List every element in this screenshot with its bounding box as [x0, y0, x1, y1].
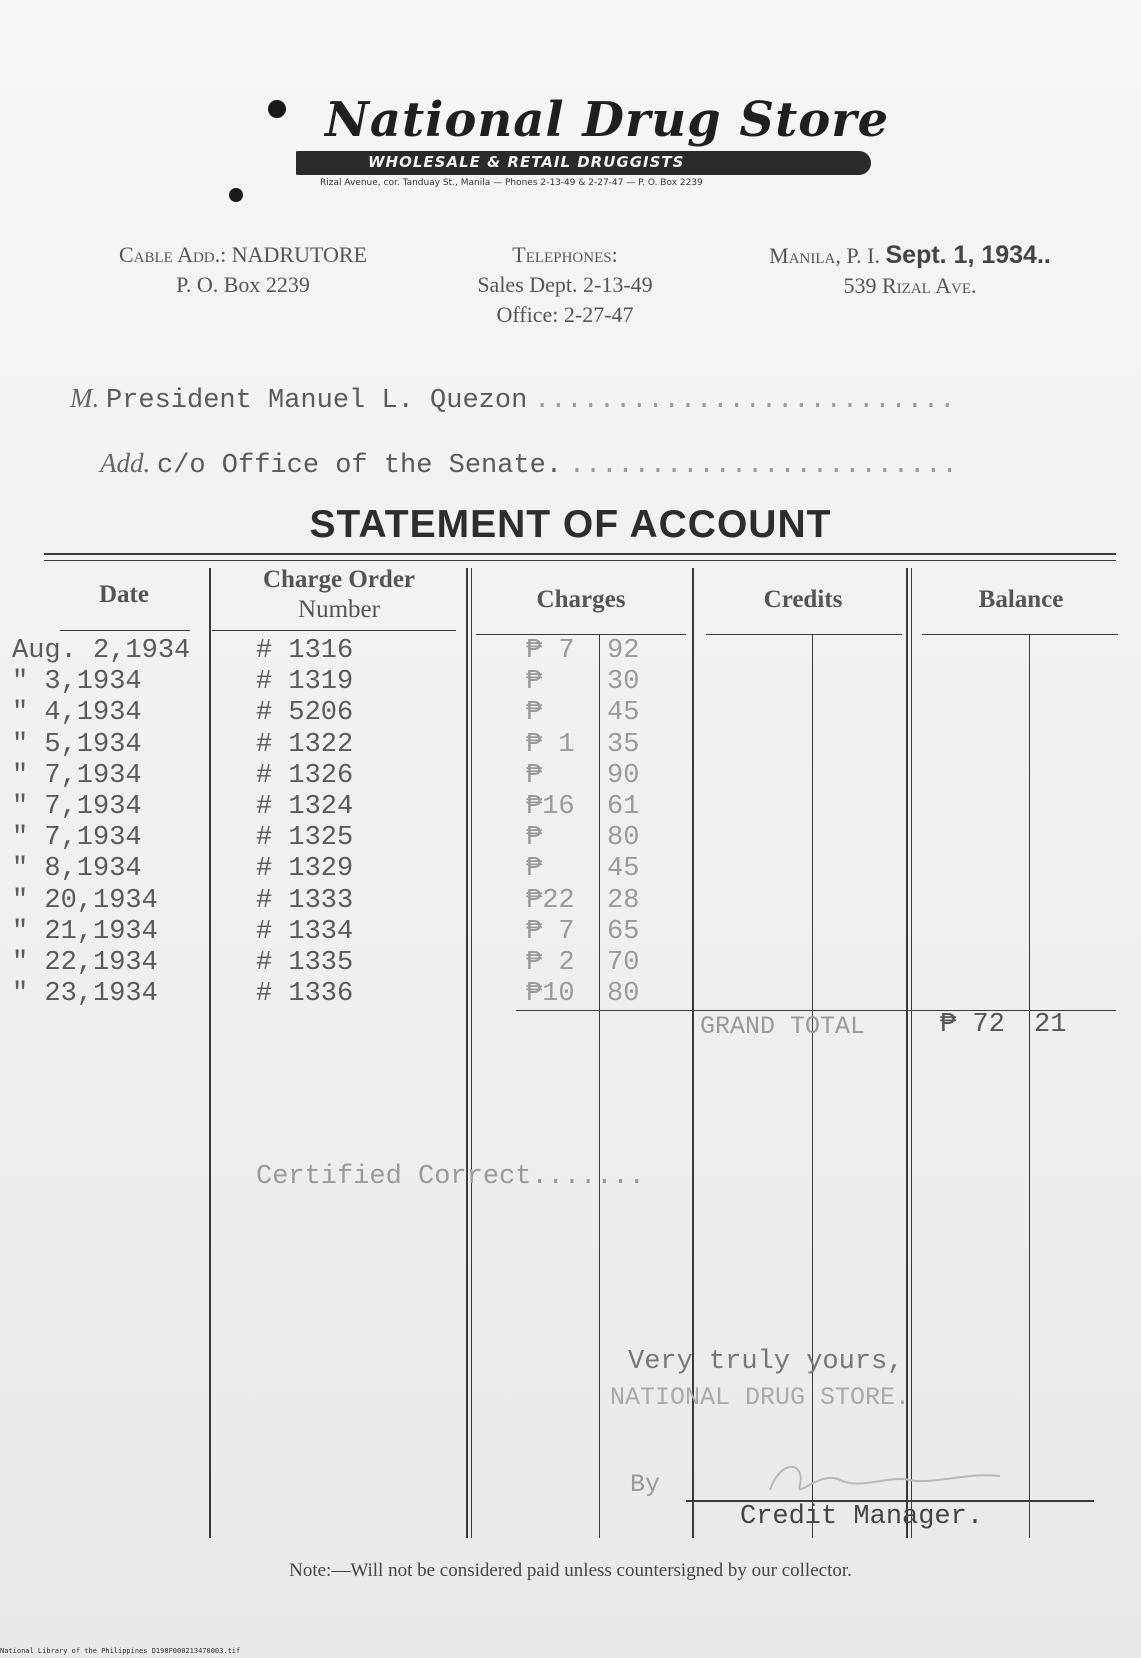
charges-cents-divider	[599, 634, 600, 1538]
col-divider-credits-2	[911, 568, 912, 1538]
row-date: " 21,1934	[12, 917, 158, 947]
m-label: M.	[70, 383, 100, 413]
total-rule	[516, 1010, 1116, 1011]
row-date: " 4,1934	[12, 698, 142, 728]
payment-note: Note:—Will not be considered paid unless countersigned by our collector.	[289, 1560, 852, 1581]
row-order-number: # 1325	[256, 823, 354, 853]
row-order-number: # 1319	[256, 667, 354, 697]
row-charge-peso: ₱ 2	[526, 948, 575, 978]
row-date: " 7,1934	[12, 761, 142, 791]
grand-total-label: GRAND TOTAL	[700, 1012, 866, 1041]
row-charge-peso: ₱	[526, 667, 543, 697]
row-order-number: # 5206	[256, 698, 354, 728]
grand-total-peso: ₱ 72	[940, 1010, 1005, 1040]
row-charge-cents: 70	[607, 948, 640, 978]
col-header-charges: Charges	[536, 586, 626, 613]
row-charge-peso: ₱	[526, 823, 543, 853]
row-charge-cents: 65	[607, 917, 640, 947]
archive-footer: National Library of the Philippines D198F000213470003.tif	[0, 1647, 241, 1655]
cable-address-block	[78, 240, 408, 300]
city-date-block	[720, 240, 1100, 301]
dotted-leader: ........................	[568, 451, 958, 481]
po-box: P. O. Box 2239	[176, 272, 310, 297]
store-logo: National Drug Store	[325, 92, 890, 148]
row-charge-peso: ₱	[526, 698, 543, 728]
row-charge-cents: 61	[607, 792, 640, 822]
col-divider-date	[209, 568, 211, 1538]
row-charge-peso: ₱ 7	[526, 636, 575, 666]
tagline: WHOLESALE & RETAIL DRUGGISTS	[368, 153, 685, 171]
addressee-address: c/o Office of the Senate.	[157, 451, 563, 481]
add-label: Add.	[100, 448, 151, 478]
row-order-number: # 1326	[256, 761, 354, 791]
col-header-date: Date	[99, 581, 149, 608]
row-charge-cents: 45	[607, 698, 640, 728]
addressee-line	[70, 383, 955, 416]
header-underline	[706, 634, 902, 635]
col-header-charge-order	[214, 565, 464, 625]
cable-address: Cable Add.: NADRUTORE	[118, 242, 368, 267]
addressee-name: President Manuel L. Quezon	[106, 386, 528, 416]
col-header-balance: Balance	[978, 586, 1064, 613]
row-charge-peso: ₱	[526, 854, 543, 884]
row-order-number: # 1324	[256, 792, 354, 822]
col-divider-order-2	[471, 568, 472, 1538]
header-underline	[476, 634, 686, 635]
row-order-number: # 1336	[256, 979, 354, 1009]
row-charge-cents: 28	[607, 886, 640, 916]
header-underline	[212, 630, 456, 631]
header-underline	[60, 630, 190, 631]
row-date: " 8,1934	[12, 854, 142, 884]
row-order-number: # 1316	[256, 636, 354, 666]
row-charge-peso: ₱22	[526, 886, 575, 916]
row-charge-cents: 30	[607, 667, 640, 697]
table-top-rule-2	[44, 560, 1116, 561]
certified-correct: Certified Correct.......	[256, 1162, 645, 1192]
row-date: " 7,1934	[12, 823, 142, 853]
statement-date: Sept. 1, 1934..	[885, 241, 1051, 269]
row-charge-peso: ₱ 7	[526, 917, 575, 947]
col-header-charge-order-2: Number	[298, 596, 380, 623]
row-order-number: # 1333	[256, 886, 354, 916]
ink-dot	[268, 100, 286, 118]
street-address: 539 Rizal Ave.	[843, 273, 977, 298]
row-date: " 23,1934	[12, 979, 158, 1009]
balance-cents-divider	[1029, 634, 1030, 1538]
sales-dept-phone: Sales Dept. 2-13-49	[477, 272, 653, 297]
row-order-number: # 1335	[256, 948, 354, 978]
table-top-rule	[44, 553, 1116, 555]
row-date: " 22,1934	[12, 948, 158, 978]
row-date: " 3,1934	[12, 667, 142, 697]
address-line	[100, 448, 958, 481]
by-label: By	[630, 1470, 661, 1499]
col-divider-order	[466, 568, 468, 1538]
closing-line-1: Very truly yours,	[628, 1347, 904, 1377]
col-header-charge-order-1: Charge Order	[262, 566, 416, 593]
row-order-number: # 1329	[256, 854, 354, 884]
row-date: " 20,1934	[12, 886, 158, 916]
letterhead-subline: Rizal Avenue, cor. Tanduay St., Manila — Phones 2-13-49 & 2-27-47 — P. O. Box 2239	[320, 178, 703, 188]
row-charge-cents: 80	[607, 979, 640, 1009]
row-charge-cents: 80	[607, 823, 640, 853]
statement-title: STATEMENT OF ACCOUNT	[309, 503, 832, 546]
row-charge-cents: 45	[607, 854, 640, 884]
header-underline	[922, 634, 1118, 635]
row-charge-peso: ₱	[526, 761, 543, 791]
row-charge-peso: ₱16	[526, 792, 575, 822]
row-date: " 7,1934	[12, 792, 142, 822]
ink-dot	[229, 188, 243, 202]
row-charge-peso: ₱ 1	[526, 730, 575, 760]
grand-total-cents: 21	[1034, 1010, 1067, 1040]
signature	[750, 1450, 1020, 1505]
row-charge-peso: ₱10	[526, 979, 575, 1009]
row-date: " 5,1934	[12, 730, 142, 760]
row-order-number: # 1322	[256, 730, 354, 760]
office-phone: Office: 2-27-47	[496, 302, 634, 327]
row-charge-cents: 90	[607, 761, 640, 791]
closing-line-2: NATIONAL DRUG STORE.	[610, 1383, 911, 1412]
telephones-block	[440, 240, 690, 330]
credit-manager-label: Credit Manager.	[740, 1502, 984, 1532]
dotted-leader: ..........................	[534, 386, 956, 416]
row-order-number: # 1334	[256, 917, 354, 947]
telephones-label: Telephones:	[512, 242, 618, 267]
city: Manila, P. I.	[769, 243, 880, 268]
row-date: Aug. 2,1934	[12, 636, 191, 666]
row-charge-cents: 35	[607, 730, 640, 760]
col-header-credits: Credits	[763, 586, 843, 613]
row-charge-cents: 92	[607, 636, 640, 666]
